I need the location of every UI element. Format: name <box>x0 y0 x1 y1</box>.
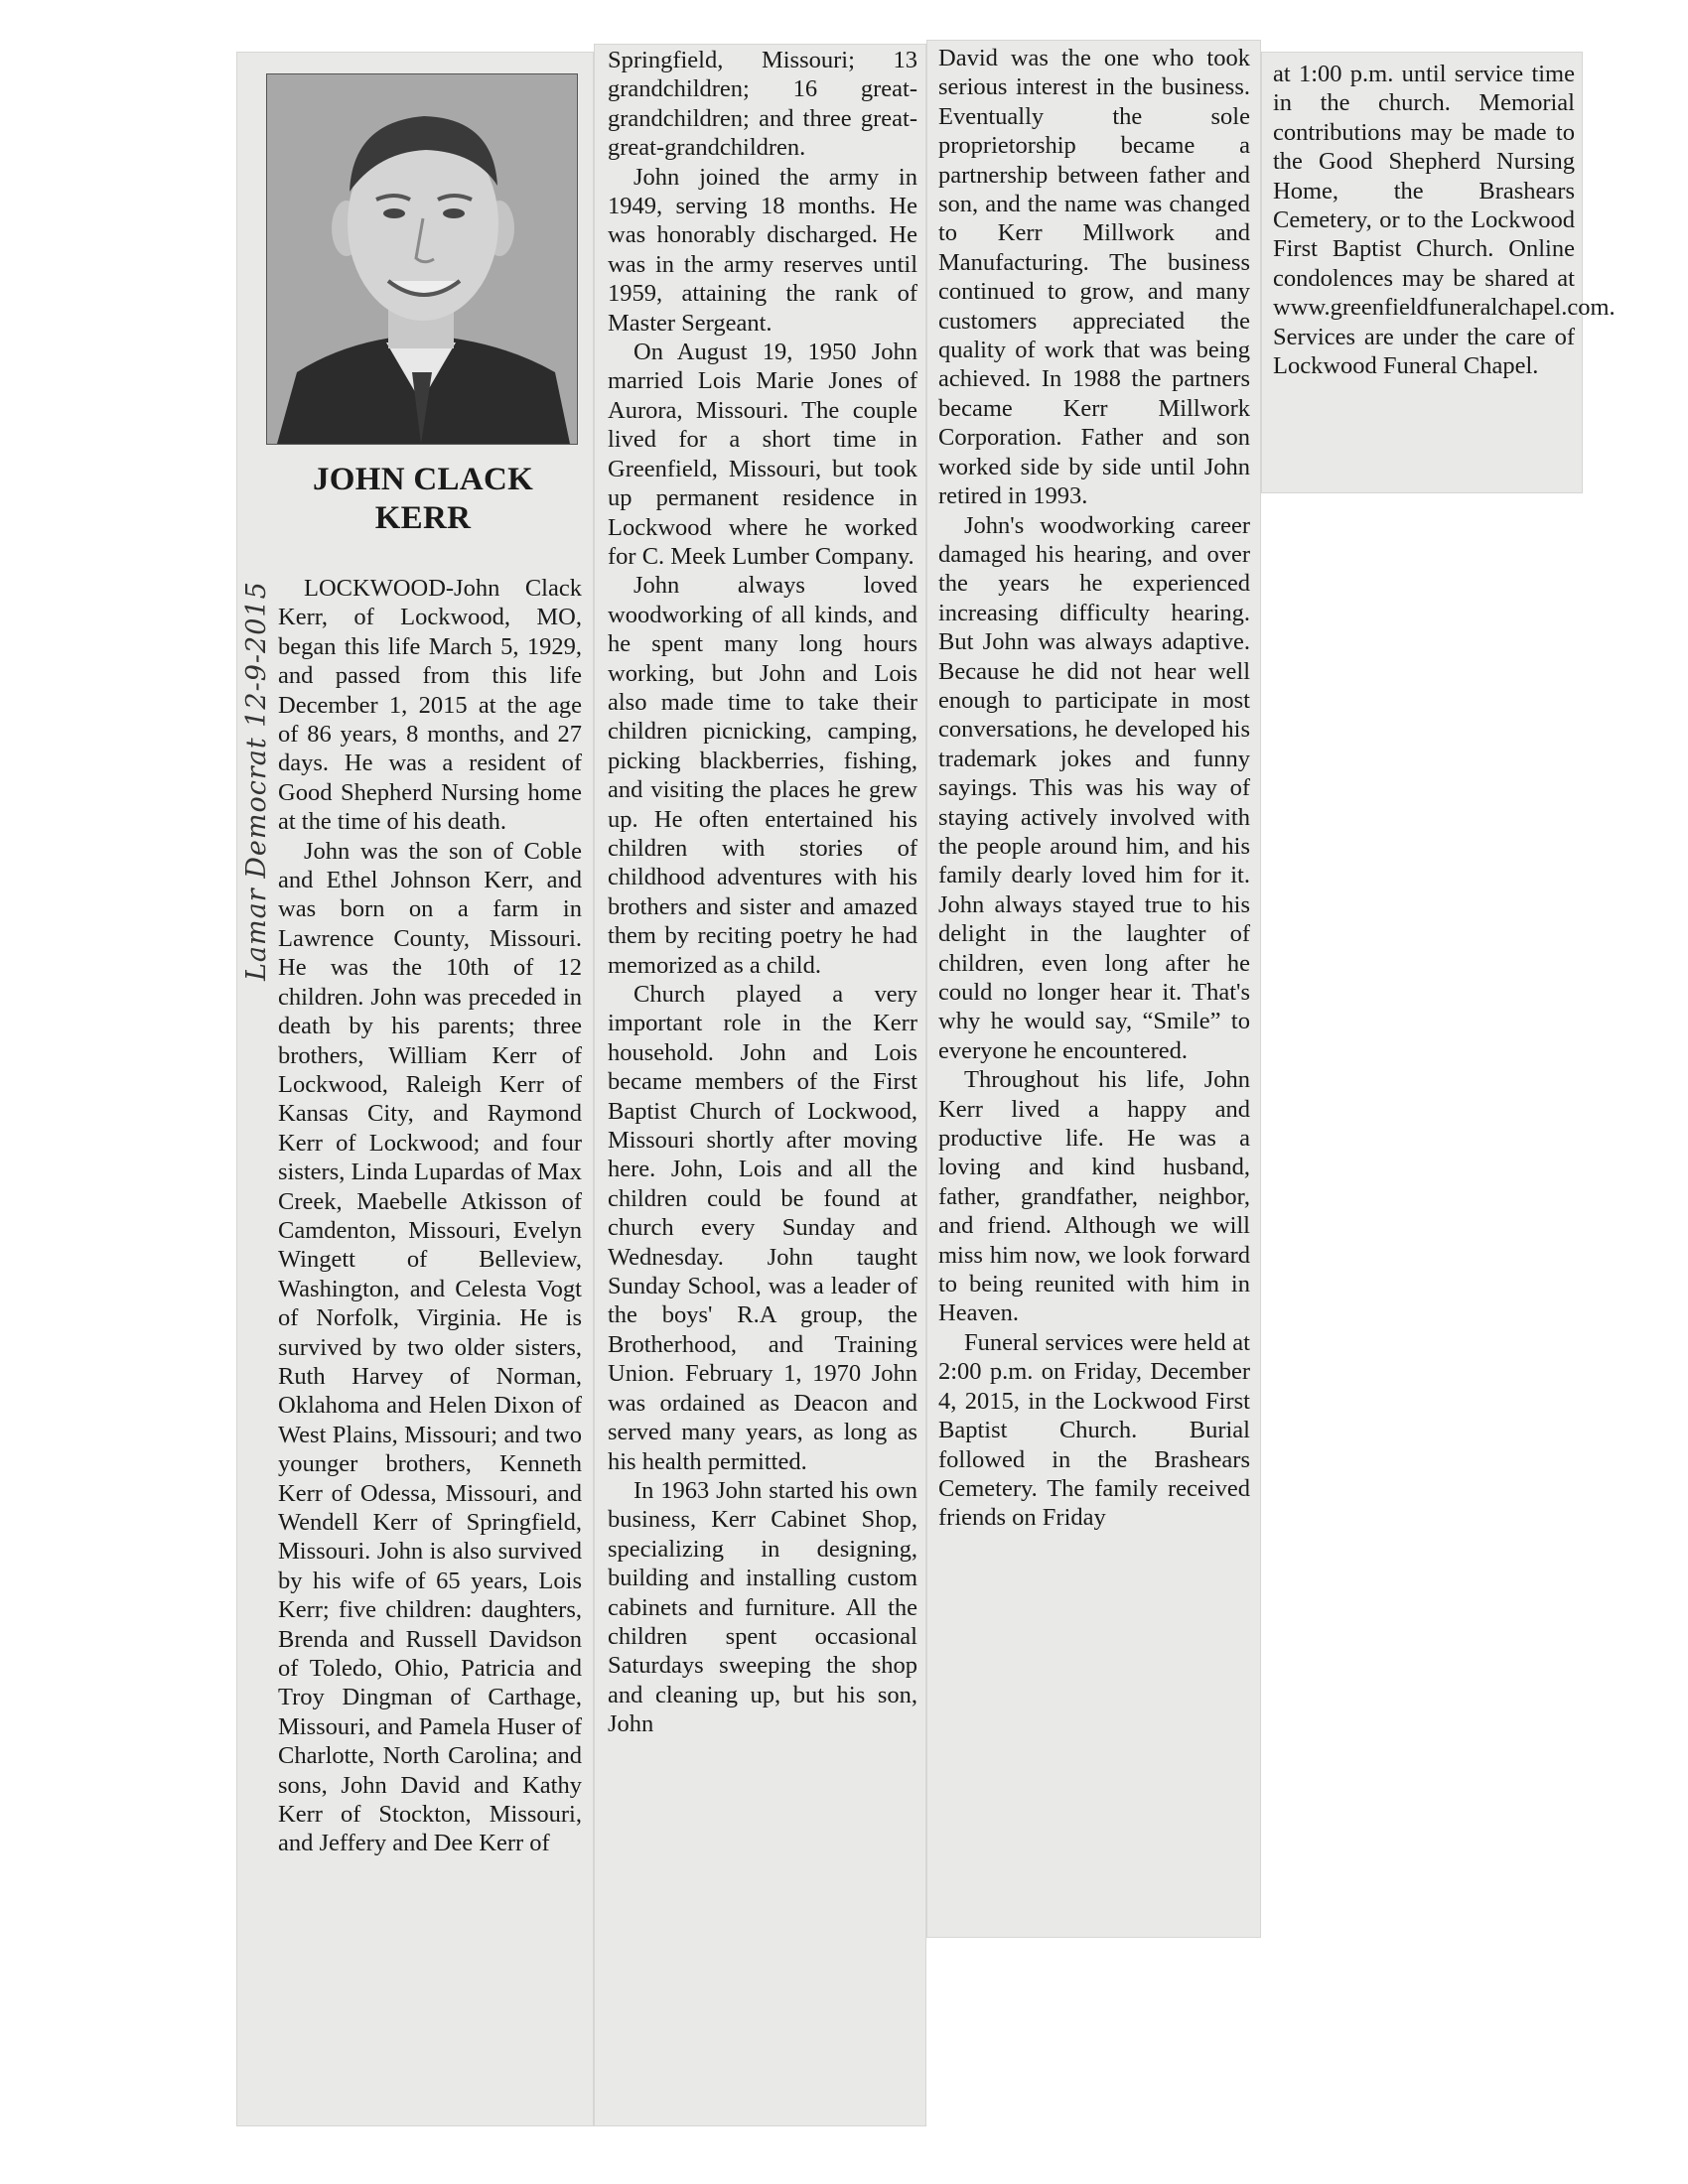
handwritten-date-note: Lamar Democrat 12-9-2015 <box>241 581 272 981</box>
obituary-name-line-2: KERR <box>374 500 472 536</box>
paragraph: John always loved woodworking of all kinds, and he spent many long hours working, but John and Lois also made time to take their children picnicking, camping, picking blackberries, fishing, and visiting the places he grew up. He often entertained his children with stories of childhood adventures with his brothers and sister and amazed them by reciting poetry he had memorized as a child. <box>608 572 917 979</box>
paragraph: On August 19, 1950 John married Lois Marie Jones of Aurora, Missouri. The couple lived for a short time in Greenfield, Missouri, but took up permanent residence in Lockwood where he worked for C. Meek Lumber Company. <box>608 339 917 570</box>
obituary-name-line-1: JOHN CLACK <box>312 462 534 497</box>
paragraph: Church played a very important role in the Kerr household. John and Lois became members of the First Baptist Church of Lockwood, Missouri shortly after moving here. John, Lois and all the children could be found at church every Sunday and Wednesday. John taught Sunday School, was a leader of the boys' R.A group, the Brotherhood, and Training Union. February 1, 1970 John was ordained as Deacon and served many years, as long as his health permitted. <box>608 981 917 1475</box>
paragraph: David was the one who took serious interest in the business. Eventually the sole proprietorship became a partnership between father and son, and the name was changed to Kerr Millwork and Manufacturing. The business continued to grow, and many customers appreciated the quality of work that was being achieved. In 1988 the partners became Kerr Millwork Corporation. Father and son worked side by side until John retired in 1993. <box>938 45 1250 510</box>
paragraph: Springfield, Missouri; 13 grandchildren; 16 great-grandchildren; and three great-great-grandchildren. <box>608 47 917 162</box>
portrait-illustration <box>267 74 577 444</box>
paragraph: Throughout his life, John Kerr lived a happy and productive life. He was a loving and kind husband, father, grandfather, neighbor, and friend. Although we will miss him now, we look forward to being reunited with him in Heaven. <box>938 1066 1250 1327</box>
article-column-4 <box>1273 60 1616 380</box>
article-column-1 <box>278 574 582 1858</box>
paragraph: Funeral services were held at 2:00 p.m. on Friday, December 4, 2015, in the Lockwood First Baptist Church. Burial followed in the Brashears Cemetery. The family received friends on Friday <box>938 1328 1250 1532</box>
paragraph: In 1963 John started his own business, Kerr Cabinet Shop, specializing in designing, building and installing custom cabinets and furniture. All the children spent occasional Saturdays sweeping the shop and cleaning up, but his son, John <box>608 1476 917 1738</box>
paragraph: John joined the army in 1949, serving 18 months. He was honorably discharged. He was in the army reserves until 1959, attaining the rank of Master Sergeant. <box>608 163 917 337</box>
article-column-3 <box>938 44 1250 1533</box>
paragraph: at 1:00 p.m. until service time in the church. Memorial contributions may be made to the Good Shepherd Nursing Home, the Brashears Cemetery, or to the Lockwood First Baptist Church. Online condolences may be shared at www.greenfieldfuneralchapel.com. Services are under the care of Lockwood Funeral Chapel. <box>1273 61 1616 380</box>
article-column-2 <box>608 46 917 1739</box>
paragraph: John was the son of Coble and Ethel Johnson Kerr, and was born on a farm in Lawrence County, Missouri. He was the 10th of 12 children. John was preceded in death by his parents; three brothers, William Kerr of Lockwood, Raleigh Kerr of Kansas City, and Raymond Kerr of Lockwood; and four sisters, Linda Lupardas of Max Creek, Maebelle Atkisson of Camdenton, Missouri, Evelyn Wingett of Belleview, Washington, and Celesta Vogt of Norfolk, Virginia. He is survived by two older sisters, Ruth Harvey of Norman, Oklahoma and Helen Dixon of West Plains, Missouri; and two younger brothers, Kenneth Kerr of Odessa, Missouri, and Wendell Kerr of Springfield, Missouri. John is also survived by his wife of 65 years, Lois Kerr; five children: daughters, Brenda and Russell Davidson of Toledo, Ohio, Patricia and Troy Dingman of Carthage, Missouri, and Pamela Huser of Charlotte, North Carolina; and sons, John David and Kathy Kerr of Stockton, Missouri, and Jeffery and Dee Kerr of <box>278 837 582 1857</box>
portrait-photo <box>266 73 578 445</box>
paragraph: John's woodworking career damaged his hearing, and over the years he experienced increasing difficulty hearing. But John was always adaptive. Because he did not hear well enough to participate in most conversations, he developed his trademark jokes and funny sayings. This was his way of staying actively involved with the people around him, and his family dearly loved him for it. John always stayed true to his delight in the laughter of children, even long after he could no longer hear it. That's why he would say, “Smile” to everyone he encountered. <box>938 511 1250 1064</box>
paragraph: LOCKWOOD-John Clack Kerr, of Lockwood, MO, began this life March 5, 1929, and passed from this life December 1, 2015 at the age of 86 years, 8 months, and 27 days. He was a resident of Good Shepherd Nursing home at the time of his death. <box>278 575 582 836</box>
